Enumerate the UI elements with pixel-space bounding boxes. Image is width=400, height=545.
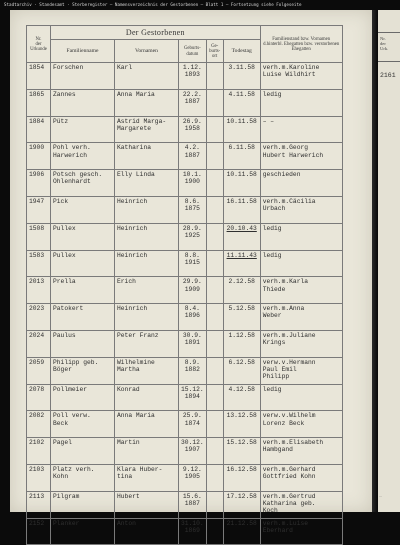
cell-nr: 1508: [27, 223, 51, 250]
cell-birth-place: [206, 89, 223, 116]
facing-page: [378, 10, 400, 512]
cell-birth-date: 15.12. 1894: [179, 384, 207, 411]
cell-given-names: Klara Huber- tina: [115, 464, 179, 491]
cell-death-date: 4.12.58: [223, 384, 260, 411]
cell-death-date: 6.11.58: [223, 143, 260, 170]
cell-surname: Platz verh. Kohn: [51, 464, 115, 491]
cell-marital-status: verh.m.Elisabeth Hambgand: [260, 438, 342, 465]
cell-death-date: 20.10.43: [223, 223, 260, 250]
cell-marital-status: verh.m.Luise Eberhard: [260, 518, 342, 545]
cell-nr: 2023: [27, 304, 51, 331]
cell-birth-place: [206, 170, 223, 197]
cell-surname: Poll verw. Beck: [51, 411, 115, 438]
table-row: [27, 250, 343, 277]
table-row: [27, 196, 343, 223]
cell-nr: 2113: [27, 491, 51, 518]
cell-birth-date: 30.12. 1907: [179, 438, 207, 465]
cell-surname: Pütz: [51, 116, 115, 143]
cell-surname: Potsch gesch. Ohlenhardt: [51, 170, 115, 197]
cell-surname: Pick: [51, 196, 115, 223]
cell-birth-date: 15.6. 1887: [179, 491, 207, 518]
cell-nr: 1884: [27, 116, 51, 143]
cell-nr: 2024: [27, 330, 51, 357]
cell-birth-place: [206, 518, 223, 545]
cell-death-date: 15.12.58: [223, 438, 260, 465]
table-row: [27, 438, 343, 465]
cell-birth-date: 8.4. 1896: [179, 304, 207, 331]
cell-marital-status: ledig: [260, 89, 342, 116]
cell-death-date: 13.12.58: [223, 411, 260, 438]
cell-given-names: Wilhelmine Martha: [115, 357, 179, 384]
cell-death-date: 16.12.58: [223, 464, 260, 491]
cell-surname: Paulus: [51, 330, 115, 357]
cell-birth-date: 9.12. 1905: [179, 464, 207, 491]
table-row: [27, 277, 343, 304]
cell-surname: Pilgram: [51, 491, 115, 518]
cell-birth-place: [206, 250, 223, 277]
cell-given-names: Hubert: [115, 491, 179, 518]
cell-birth-date: 22.2. 1887: [179, 89, 207, 116]
cell-marital-status: verh.m.Cäcilia Urbach: [260, 196, 342, 223]
cell-surname: Patokert: [51, 304, 115, 331]
table-row: [27, 116, 343, 143]
header-birth-place: Ge- burts- ort: [206, 40, 223, 63]
cell-death-date: 17.12.58: [223, 491, 260, 518]
cell-given-names: Astrid Marga- Margarete: [115, 116, 179, 143]
cell-birth-place: [206, 464, 223, 491]
cell-given-names: Anna Maria: [115, 89, 179, 116]
cell-death-date: 10.11.58: [223, 116, 260, 143]
cell-marital-status: verh.m.Gerhard Gottfried Kohn: [260, 464, 342, 491]
cell-nr: 2152: [27, 518, 51, 545]
table-row: [27, 464, 343, 491]
cell-birth-place: [206, 304, 223, 331]
cell-birth-date: 28.9. 1925: [179, 223, 207, 250]
cell-given-names: Elly Linda: [115, 170, 179, 197]
table-row: [27, 518, 343, 545]
scan-header-band: Stadtarchiv · Standesamt · Sterberegister — Namensverzeichnis der Gestorbenen — Blatt 1 — Fortsetzung siehe Folgeseite: [0, 0, 400, 10]
header-first-names: Vornamen: [115, 40, 179, 63]
cell-death-date: 11.11.43: [223, 250, 260, 277]
header-birth-date: Geburts- datum: [179, 40, 207, 63]
cell-death-date: 2.12.58: [223, 277, 260, 304]
cell-surname: Philipp geb. Böger: [51, 357, 115, 384]
cell-birth-place: [206, 277, 223, 304]
header-marital-status: Familienstand bzw. Vornamen d.hinterbl. Ehegatten bzw. verstorbenen Ehegatten: [260, 26, 342, 63]
cell-given-names: Konrad: [115, 384, 179, 411]
table-row: [27, 223, 343, 250]
cell-surname: Pollmeier: [51, 384, 115, 411]
cell-nr: 1583: [27, 250, 51, 277]
cell-surname: Forschen: [51, 63, 115, 90]
cell-marital-status: verh.m.Gertrud Katharina geb. Koch: [260, 491, 342, 518]
facing-page-header: Nr. der Urk.: [378, 32, 400, 62]
cell-marital-status: ledig: [260, 250, 342, 277]
table-row: [27, 357, 343, 384]
table-row: [27, 143, 343, 170]
cell-marital-status: verh.m.Georg Hubert Harwerich: [260, 143, 342, 170]
cell-nr: 2082: [27, 411, 51, 438]
register-rows: [27, 63, 343, 545]
cell-death-date: 4.11.58: [223, 89, 260, 116]
cell-death-date: 3.11.58: [223, 63, 260, 90]
cell-given-names: Anton: [115, 518, 179, 545]
cell-death-date: 6.12.58: [223, 357, 260, 384]
cell-nr: 1947: [27, 196, 51, 223]
table-row: [27, 384, 343, 411]
facing-page-footer: ...: [379, 494, 382, 498]
cell-nr: 1854: [27, 63, 51, 90]
cell-marital-status: verh.m.Karla Thiede: [260, 277, 342, 304]
cell-given-names: Peter Franz: [115, 330, 179, 357]
cell-given-names: Heinrich: [115, 304, 179, 331]
cell-birth-date: 1.12. 1893: [179, 63, 207, 90]
header-group: Der Gestorbenen: [51, 26, 261, 40]
cell-birth-date: 4.2. 1887: [179, 143, 207, 170]
cell-surname: Pullex: [51, 223, 115, 250]
cell-birth-place: [206, 143, 223, 170]
header-nr: Nr. der Urkunde: [27, 26, 51, 63]
cell-birth-place: [206, 196, 223, 223]
cell-death-date: 5.12.58: [223, 304, 260, 331]
cell-given-names: Anna Maria: [115, 411, 179, 438]
cell-marital-status: verw.v.Wilhelm Lorenz Beck: [260, 411, 342, 438]
table-row: [27, 491, 343, 518]
cell-birth-date: 30.9. 1891: [179, 330, 207, 357]
table-row: [27, 63, 343, 90]
cell-surname: Pullex: [51, 250, 115, 277]
facing-page-first-number: 2161: [380, 72, 396, 79]
cell-marital-status: verw.v.Hermann Paul Emil Philipp: [260, 357, 342, 384]
cell-surname: Planker: [51, 518, 115, 545]
cell-marital-status: verh.m.Juliane Krings: [260, 330, 342, 357]
cell-birth-place: [206, 116, 223, 143]
cell-birth-place: [206, 223, 223, 250]
cell-birth-date: 25.9. 1874: [179, 411, 207, 438]
cell-marital-status: geschieden: [260, 170, 342, 197]
cell-birth-place: [206, 357, 223, 384]
table-row: [27, 411, 343, 438]
cell-birth-date: 8.9. 1882: [179, 357, 207, 384]
cell-given-names: Heinrich: [115, 196, 179, 223]
cell-surname: Pagel: [51, 438, 115, 465]
cell-birth-date: 29.9. 1909: [179, 277, 207, 304]
cell-marital-status: – –: [260, 116, 342, 143]
cell-birth-date: 26.9. 1958: [179, 116, 207, 143]
cell-birth-place: [206, 438, 223, 465]
header-family-name: Familienname: [51, 40, 115, 63]
cell-birth-place: [206, 330, 223, 357]
cell-nr: 1906: [27, 170, 51, 197]
cell-nr: 2013: [27, 277, 51, 304]
cell-given-names: Erich: [115, 277, 179, 304]
cell-marital-status: verh.m.Karoline Luise Wildhirt: [260, 63, 342, 90]
cell-death-date: 1.12.58: [223, 330, 260, 357]
header-death-date: Todestag: [223, 40, 260, 63]
cell-surname: Pohl verh. Harwerich: [51, 143, 115, 170]
cell-birth-date: 8.6. 1875: [179, 196, 207, 223]
cell-given-names: Katharina: [115, 143, 179, 170]
table-row: [27, 304, 343, 331]
cell-nr: 2059: [27, 357, 51, 384]
cell-surname: Zannes: [51, 89, 115, 116]
cell-given-names: Karl: [115, 63, 179, 90]
cell-birth-place: [206, 411, 223, 438]
cell-given-names: Martin: [115, 438, 179, 465]
cell-nr: 1900: [27, 143, 51, 170]
table-row: [27, 170, 343, 197]
cell-marital-status: ledig: [260, 223, 342, 250]
cell-birth-place: [206, 384, 223, 411]
cell-birth-place: [206, 63, 223, 90]
death-register-table: [26, 25, 343, 545]
table-row: [27, 330, 343, 357]
cell-death-date: 21.12.58: [223, 518, 260, 545]
cell-nr: 2103: [27, 464, 51, 491]
cell-birth-date: 31.10. 1869: [179, 518, 207, 545]
cell-nr: 2102: [27, 438, 51, 465]
cell-surname: Prella: [51, 277, 115, 304]
cell-marital-status: ledig: [260, 384, 342, 411]
cell-given-names: Heinrich: [115, 223, 179, 250]
cell-birth-date: 8.8. 1915: [179, 250, 207, 277]
table-row: [27, 89, 343, 116]
cell-given-names: Heinrich: [115, 250, 179, 277]
cell-birth-date: 10.1. 1900: [179, 170, 207, 197]
cell-birth-place: [206, 491, 223, 518]
cell-nr: 2078: [27, 384, 51, 411]
cell-marital-status: verh.m.Anna Weber: [260, 304, 342, 331]
cell-nr: 1865: [27, 89, 51, 116]
cell-death-date: 16.11.58: [223, 196, 260, 223]
cell-death-date: 10.11.58: [223, 170, 260, 197]
